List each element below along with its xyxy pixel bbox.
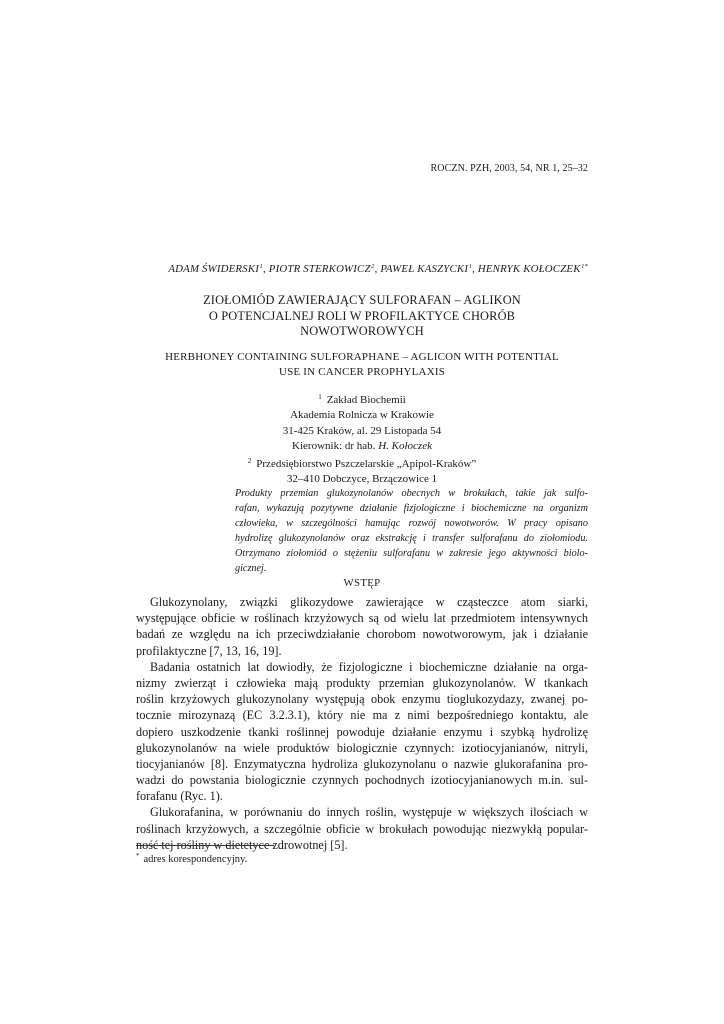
body-line: roślin krzyżowych glukozynolany występują obok enzymu tioglukozydazy, zwanej po-: [136, 692, 588, 707]
journal-reference: ROCZN. PZH, 2003, 54, NR 1, 25–32: [430, 163, 588, 174]
title-line: USE IN CANCER PROPHYLAXIS: [278, 366, 446, 378]
abstract-line: Otrzymano ziołomiód o stężeniu sulforafanu w zakresie jego aktywności biolo-: [235, 548, 588, 560]
abstract-line: rafan, wykazują pozytywne działanie fizjologiczne i biochemiczne na organizm: [235, 503, 588, 515]
abstract-line: Produkty przemian glukozynolanów obecnych w brokułach, takie jak sulfo-: [235, 488, 588, 499]
author: PIOTR STERKOWICZ$^2$: [268, 263, 375, 275]
abstract-line: hydrolizę glukozynolanów oraz ekstrakcję i transfer sulforafanu do ziołomiodu.: [235, 533, 588, 545]
abstract: [235, 486, 588, 577]
affiliation-head: Kierownik: dr hab. H. Kołoczek: [292, 439, 432, 452]
body-line: badań ze względu na ich przeciwdziałanie chorobom nowotworowym, jak i działanie: [136, 627, 588, 642]
title-line: ZIOŁOMIÓD ZAWIERAJĄCY SULFORAFAN – AGLIKON: [203, 293, 521, 307]
affiliation-line: $^1$ Zakład Biochemii: [318, 393, 406, 406]
author: ADAM ŚWIDERSKI$^1$: [168, 263, 263, 275]
affiliation-line: 31-425 Kraków, al. 29 Listopada 54: [282, 424, 442, 437]
affiliation-line: Akademia Rolnicza w Krakowie: [290, 409, 434, 422]
body-line: dopiero uszkodzenie tkanki roślinnej powoduje działanie enzymu i szybką hydrolizę: [136, 724, 588, 739]
body-line: Badania ostatnich lat dowiodły, że fizjologiczne i biochemiczne działanie na orga-: [150, 659, 588, 674]
title-line: O POTENCJALNEJ ROLI W PROFILAKTYCE CHORÓB: [208, 308, 516, 323]
body-line: wadzi do powstania biologicznie czynnych pochodnych izotiocyjanianowych m.in. sul-: [136, 773, 588, 788]
author-list: ADAM ŚWIDERSKI$^1$, PIOTR STERKOWICZ$^2$, PAWEŁ KASZYCKI$^1$, HENRYK $KOŁOCZEK^{1*}$: [168, 263, 588, 275]
body-line: roślinach krzyżowych, a szczególnie obficie w brokułach powodując niezwykłą popular-: [136, 821, 588, 836]
body-line: glukozynolanów na wiele produktów biologicznie czynnych: izotiocyjanianów, nitryli,: [136, 740, 588, 755]
abstract-line: gicznej.: [235, 563, 267, 575]
body-line: tiocyjanianów [8]. Enzymatyczna hydroliza glukozynolanu o nazwie glukorafanina pro-: [136, 756, 588, 771]
author: HENRYK $KOŁOCZEK^{1*}$: [477, 263, 588, 275]
footnote-divider: [136, 845, 274, 846]
affiliations: [136, 390, 588, 488]
title-line: HERBHONEY CONTAINING SULFORAPHANE – AGLICON WITH POTENTIAL: [165, 351, 559, 363]
body-line: profilaktyczne [7, 13, 16, 19].: [136, 643, 282, 658]
footnote: * adres korespondencyjny.: [136, 852, 248, 865]
author: PAWEŁ KASZYCKI$^1$: [380, 263, 473, 275]
body-line: ność tej rośliny w dietetyce zdrowotnej [5].: [136, 837, 348, 852]
title-english: [136, 350, 588, 380]
title-line: NOWOTWOROWYCH: [300, 324, 424, 339]
body-line: występujące obficie w roślinach krzyżowych są od wielu lat przedmiotem intensywnych: [136, 611, 588, 626]
title-polish: [136, 293, 588, 340]
body-text: [136, 594, 588, 853]
body-line: forafanu (Ryc. 1).: [136, 789, 223, 804]
body-line: tocznie mirozynazą (EC 3.2.3.1), który nie ma z nimi bezpośredniego kontaktu, ale: [136, 708, 588, 723]
body-line: Glukozynolany, związki glikozydowe zawierające w cząsteczce atom siarki,: [150, 595, 588, 609]
section-heading: WSTĘP: [343, 577, 381, 589]
affiliation-line: $^2$ Przedsiębiorstwo Pszczelarskie „Apipol-Kraków”: [247, 457, 477, 471]
body-line: nizmy zwierząt i człowieka mają produkty przemian glukozynolanów. W tkankach: [136, 675, 588, 690]
affiliation-line: 32–410 Dobczyce, Brzączowice 1: [286, 473, 438, 486]
body-line: Glukorafanina, w porównaniu do innych roślin, występuje w większych ilościach w: [150, 805, 588, 820]
abstract-line: człowieka, w szczególności hamując rozwój nowotworów. W pracy opisano: [235, 518, 588, 530]
